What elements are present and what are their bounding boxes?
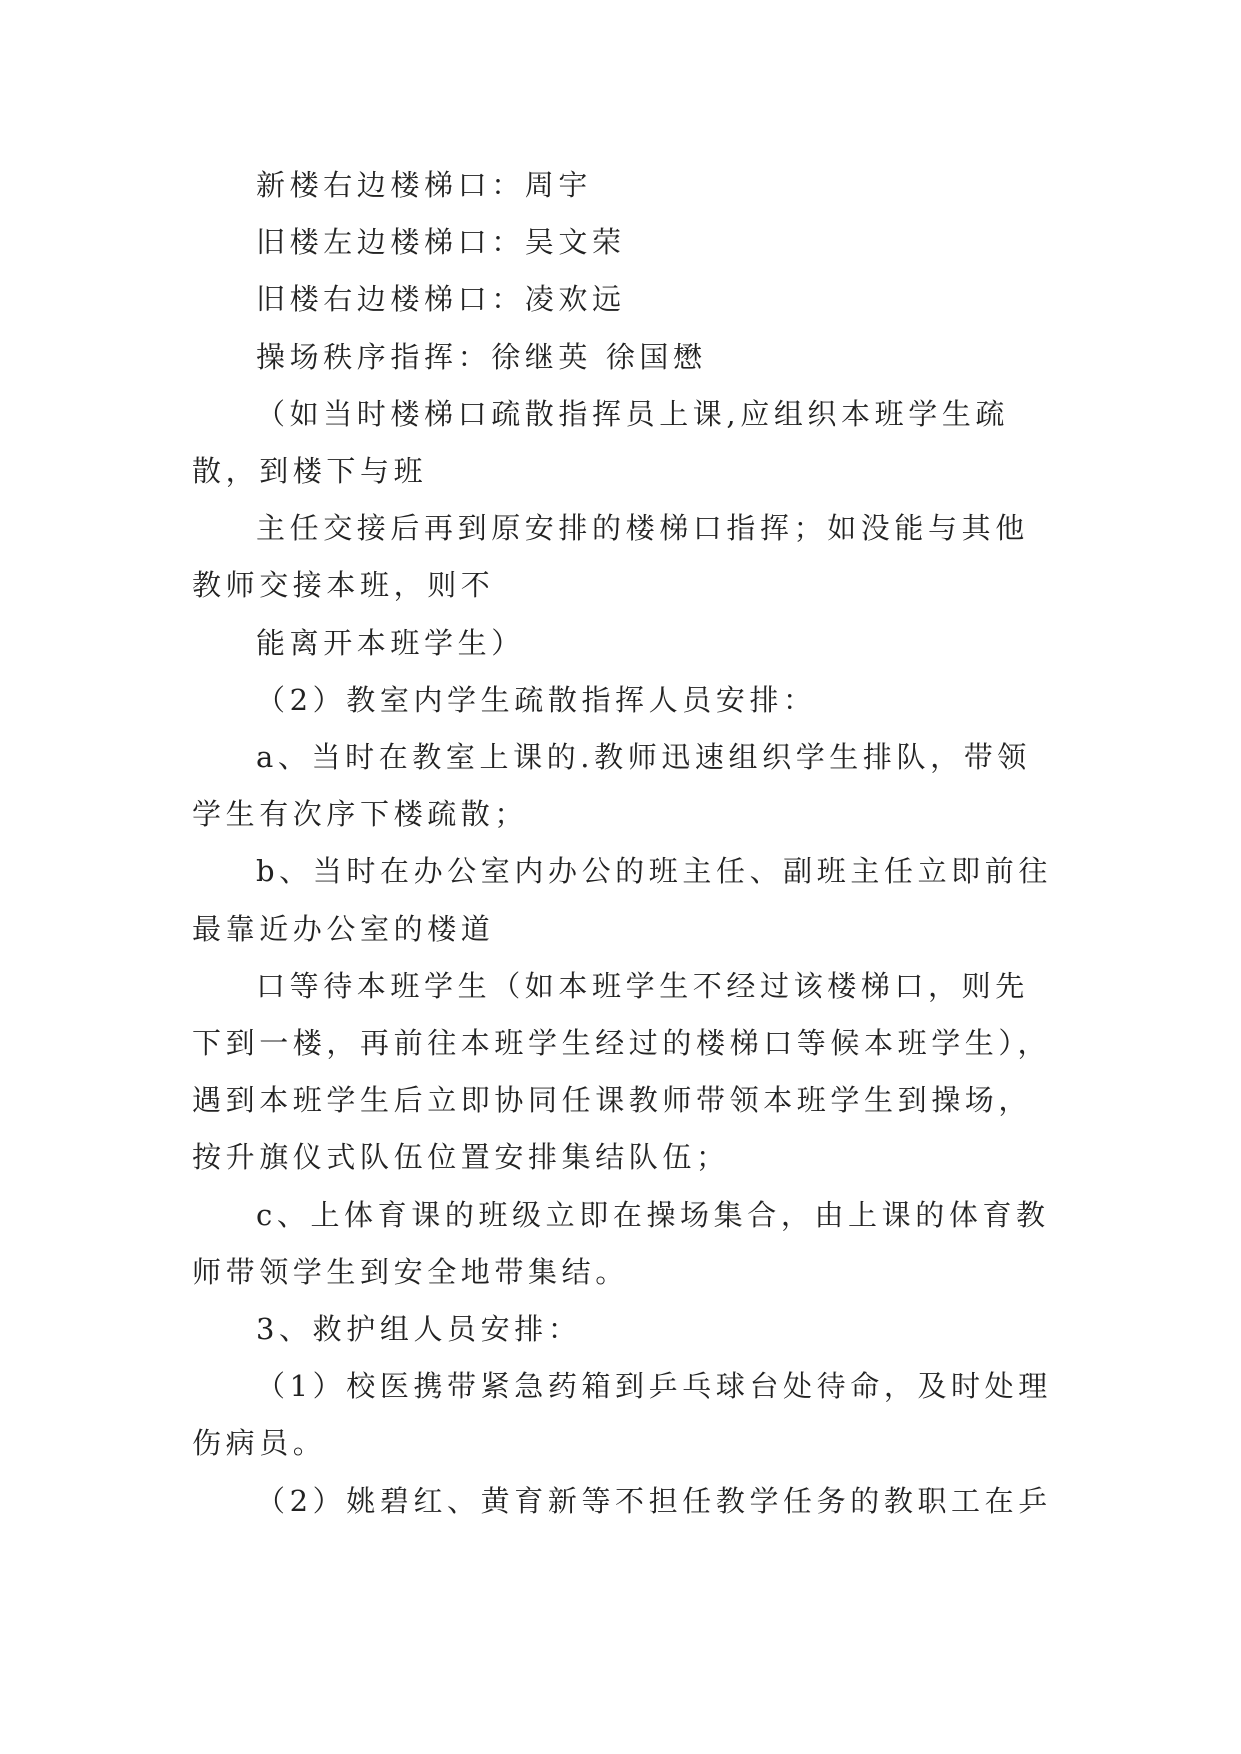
- document-body: [192, 157, 1062, 1530]
- paragraph-note-part1: （如当时楼梯口疏散指挥员上课,应组织本班学生疏散，到楼下与班: [192, 396, 1010, 489]
- paragraph-rescue-1: （1）校医携带紧急药箱到乒乓球台处待命，及时处理伤病员。: [192, 1369, 1052, 1461]
- paragraph-item-b-cont: 口等待本班学生（如本班学生不经过该楼梯口，则先下到一楼，再前往本班学生经过的楼梯口等候本班学生），遇到本班学生后立即协同任课教师带领本班学生到操场，按升旗仪式队伍位置安排集结队伍；: [192, 968, 1052, 1175]
- paragraph-note-part2: 主任交接后再到原安排的楼梯口指挥；如没能与其他教师交接本班，则不: [192, 511, 1029, 603]
- paragraph-item-a: a、当时在教室上课的.教师迅速组织学生排队，带领学生有次序下楼疏散；: [192, 740, 1031, 832]
- paragraph-playground-order: 操场秩序指挥：徐继英 徐国懋: [256, 339, 707, 374]
- paragraph-note-part3: 能离开本班学生）: [256, 625, 525, 660]
- paragraph-item-c: c、上体育课的班级立即在操场集合，由上课的体育教师带领学生到安全地带集结。: [192, 1197, 1050, 1289]
- paragraph-section-3-heading: 3、救护组人员安排：: [256, 1312, 582, 1347]
- paragraph-stair-old-right: 旧楼右边楼梯口：凌欢远: [256, 282, 626, 317]
- paragraph-stair-old-left: 旧楼左边楼梯口：吴文荣: [256, 225, 626, 260]
- paragraph-rescue-2: （2）姚碧红、黄育新等不担任教学任务的教职工在乒: [256, 1483, 1052, 1518]
- paragraph-section-2-heading: （2）教室内学生疏散指挥人员安排：: [256, 682, 817, 717]
- paragraph-stair-new-right: 新楼右边楼梯口：周宇: [256, 168, 593, 202]
- paragraph-item-b: b、当时在办公室内办公的班主任、副班主任立即前往最靠近办公室的楼道: [192, 854, 1052, 946]
